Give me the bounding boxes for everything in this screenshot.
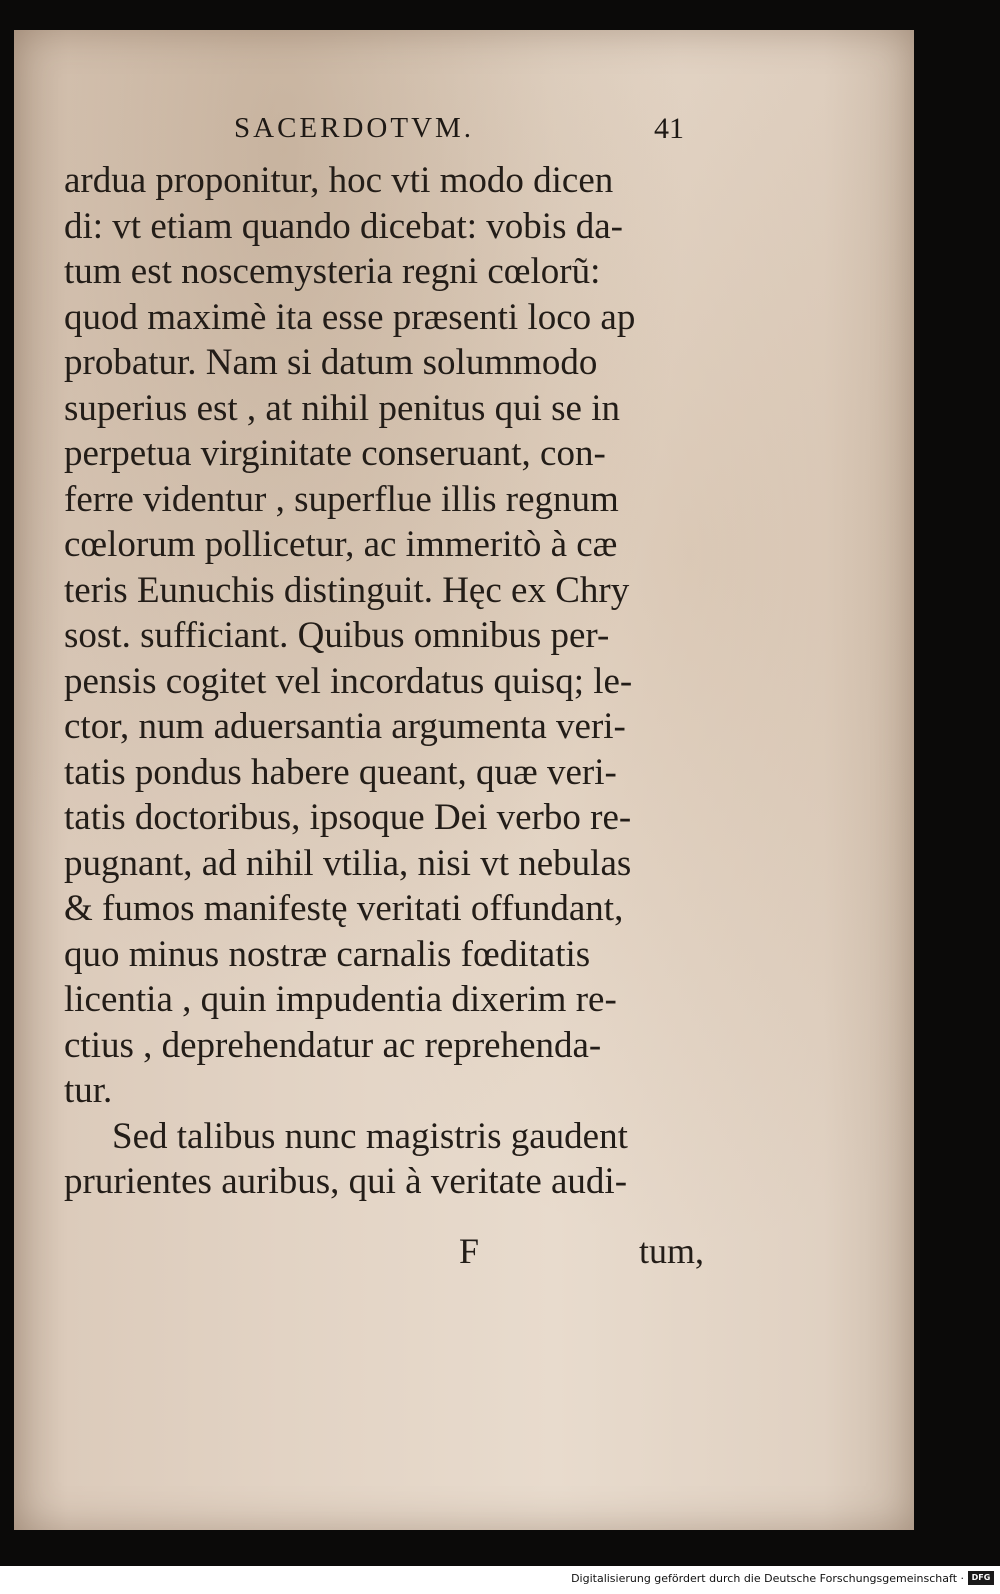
text-line: tum est noscemysteria regni cœlorũ: — [64, 251, 601, 292]
text-line: perpetua virginitate conseruant, con- — [64, 433, 606, 474]
text-line: ardua proponitur, hoc vti modo dicen — [64, 160, 614, 201]
text-line: pensis cogitet vel incordatus quisq; le- — [64, 660, 633, 702]
dfg-logo-icon[interactable]: DFG — [968, 1571, 994, 1585]
text-line: licentia , quin impudentia dixerim re- — [64, 979, 617, 1020]
text-line: sost. sufficiant. Quibus omnibus per- — [64, 615, 610, 656]
running-head: SACERDOTVM. — [234, 112, 475, 144]
text-line: superius est , at nihil penitus qui se in — [64, 387, 620, 429]
text-line: ctor, num aduersantia argumenta veri- — [64, 706, 626, 747]
page-number: 41 — [654, 112, 684, 145]
footer-credit: Digitalisierung gefördert durch die Deutsche Forschungsgemeinschaft · — [571, 1572, 964, 1585]
page-foot — [64, 1230, 704, 1276]
text-line: & fumos manifestę veritati offundant, — [64, 888, 624, 929]
catchword: tum, — [638, 1231, 704, 1271]
signature-mark: F — [459, 1231, 480, 1271]
book-page — [14, 30, 914, 1530]
text-line: teris Eunuchis distinguit. Hęc ex Chry — [64, 569, 630, 611]
text-line: di: vt etiam quando dicebat: vobis da- — [64, 205, 623, 247]
text-line: ctius , deprehendatur ac reprehenda- — [64, 1024, 602, 1066]
text-line: tatis pondus habere queant, quæ veri- — [64, 751, 617, 793]
text-line: quo minus nostræ carnalis fœditatis — [64, 933, 591, 975]
text-line: Sed talibus nunc magistris gaudent — [112, 1115, 628, 1157]
text-line: cœlorum pollicetur, ac immeritò à cæ — [64, 524, 618, 565]
digitization-footer — [0, 1566, 1000, 1594]
text-line: prurientes auribus, qui à veritate audi- — [64, 1161, 628, 1202]
text-line: tatis doctoribus, ipsoque Dei verbo re- — [64, 797, 632, 838]
text-line: ferre videntur , superflue illis regnum — [64, 478, 619, 520]
text-line: probatur. Nam si datum solummodo — [64, 342, 598, 383]
text-line: pugnant, ad nihil vtilia, nisi vt nebulas — [64, 842, 632, 884]
body-text — [64, 158, 704, 1205]
text-line: quod maximè ita esse præsenti loco ap — [64, 296, 636, 338]
text-line: tur. — [64, 1070, 113, 1111]
page-header — [164, 112, 684, 152]
